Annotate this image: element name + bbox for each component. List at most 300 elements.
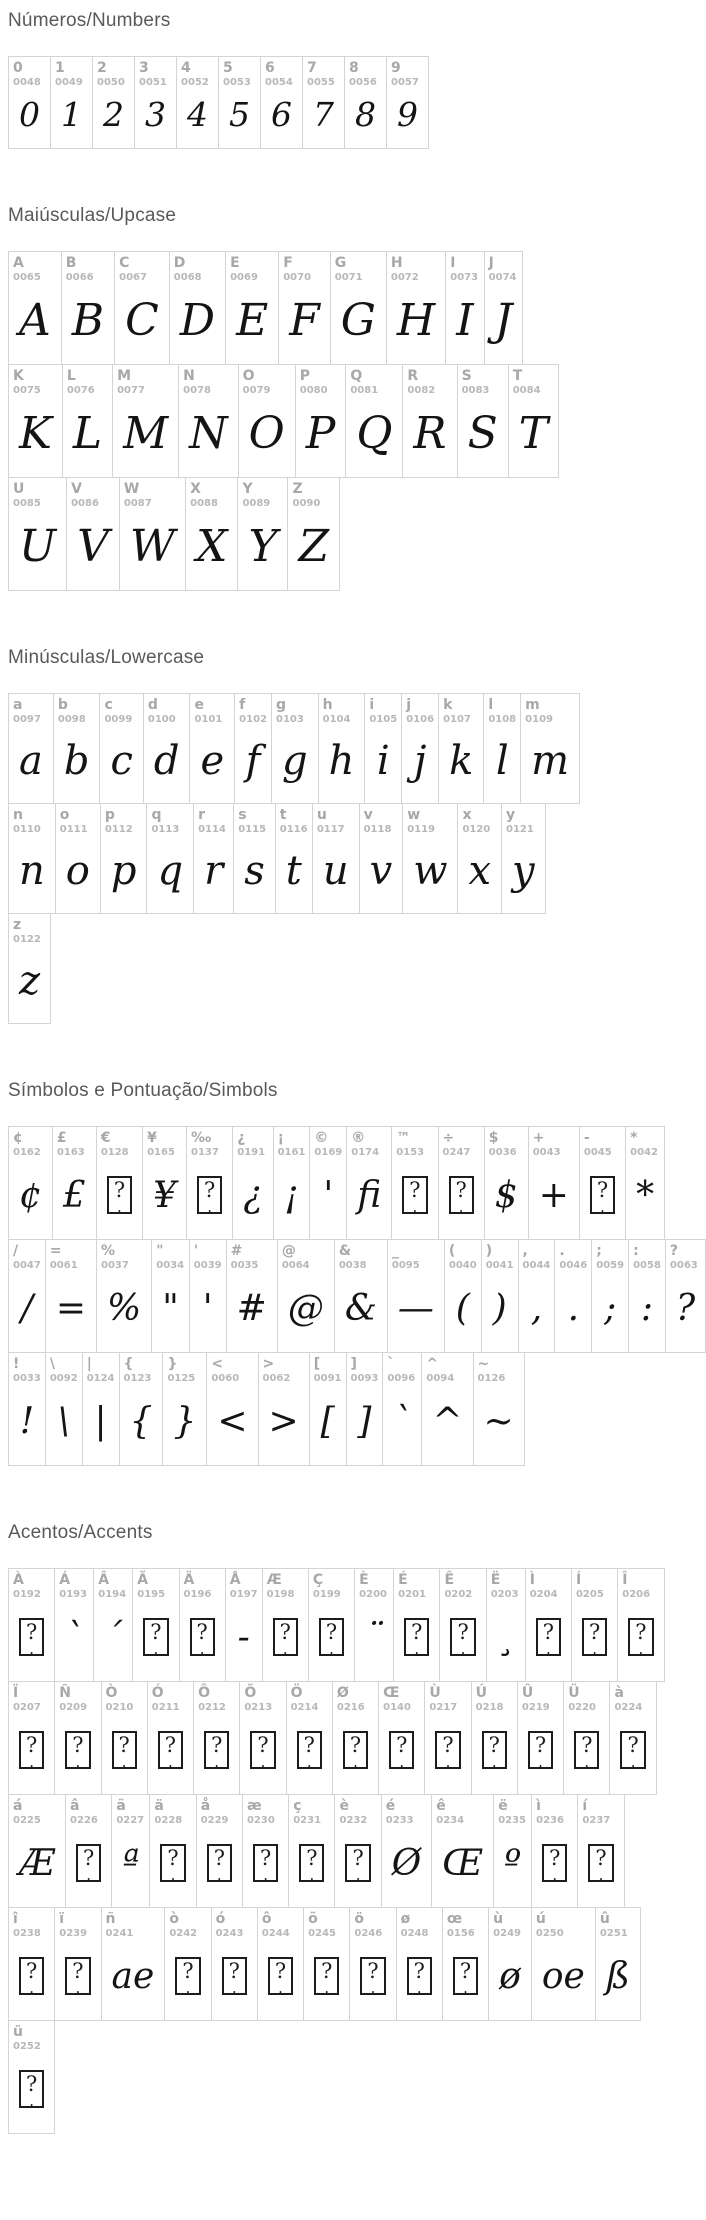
- glyph-cell-header: [240, 1682, 285, 1714]
- glyph-cell-header: [555, 1240, 591, 1272]
- glyph-area: [258, 1940, 303, 2020]
- glyph-cell: [101, 1681, 148, 1795]
- unicode-code-label: 0070: [283, 272, 312, 284]
- glyph-row: [8, 477, 340, 591]
- unicode-code-label: 0119: [407, 824, 436, 836]
- character-label: l: [488, 697, 494, 714]
- glyph-cell-header: [502, 804, 545, 836]
- missing-glyph-notdef-box: ? .: [19, 1618, 44, 1656]
- missing-glyph-notdef-box: ? .: [250, 1731, 275, 1769]
- character-label: u: [316, 807, 327, 824]
- glyph-cell: [520, 693, 580, 804]
- glyph-area: [9, 2053, 54, 2133]
- glyph: G: [340, 294, 376, 346]
- character-label: Ï: [13, 1685, 19, 1702]
- glyph-cell: [8, 56, 51, 149]
- character-label: V: [71, 481, 82, 498]
- glyph-cell-header: [226, 252, 278, 284]
- character-label: /: [13, 1243, 19, 1260]
- glyph: [: [320, 1400, 335, 1442]
- character-label: _: [391, 1243, 399, 1260]
- character-label: Í: [575, 1572, 582, 1589]
- character-label: Ò: [105, 1685, 118, 1702]
- glyph-area: [532, 1827, 577, 1907]
- section-title-accents: Acentos/Accents: [8, 1522, 153, 1544]
- character-label: }: [167, 1356, 178, 1373]
- glyph-row: [8, 693, 580, 804]
- character-label: ¡: [277, 1130, 284, 1147]
- glyph-cell: [531, 1794, 578, 1908]
- unicode-code-label: 0094: [426, 1373, 455, 1385]
- glyph-area: [526, 1601, 571, 1681]
- glyph-cell-header: [259, 1353, 309, 1385]
- character-label: @: [281, 1243, 296, 1260]
- character-label: A: [13, 255, 24, 272]
- glyph-cell: [334, 1794, 381, 1908]
- unicode-code-label: 0110: [13, 824, 41, 836]
- glyph: c: [110, 737, 133, 784]
- glyph: 5: [229, 95, 250, 135]
- glyph-cell-header: [482, 1240, 518, 1272]
- glyph-area: [610, 1714, 655, 1794]
- glyph-cell-header: [102, 1682, 147, 1714]
- glyph-cell-header: [274, 1127, 310, 1159]
- glyph-cell-header: [180, 1569, 225, 1601]
- unicode-code-label: 0198: [266, 1589, 295, 1601]
- unicode-code-label: 0217: [429, 1702, 458, 1714]
- glyph-area: [144, 726, 190, 803]
- glyph-cell-header: [564, 1682, 609, 1714]
- unicode-code-label: 0043: [532, 1147, 561, 1159]
- glyph-area: [55, 1601, 93, 1681]
- glyph: ¥: [153, 1174, 176, 1216]
- missing-glyph-notdef-box: ? .: [65, 1957, 90, 1995]
- glyph-cell-header: [9, 1353, 45, 1385]
- glyph-cell: [143, 693, 191, 804]
- glyph-cell-header: [9, 804, 55, 836]
- unicode-code-label: 0236: [536, 1815, 564, 1827]
- unicode-code-label: 0209: [59, 1702, 88, 1714]
- unicode-code-label: 0073: [450, 272, 479, 284]
- character-label: z: [13, 917, 22, 934]
- unicode-code-label: 0203: [490, 1589, 519, 1601]
- unicode-code-label: 0068: [173, 272, 202, 284]
- glyph-area: [226, 1601, 262, 1681]
- unicode-code-label: 0239: [59, 1928, 88, 1940]
- glyph-cell-header: [235, 694, 271, 726]
- unicode-code-label: 0090: [292, 498, 321, 510]
- glyph: a: [19, 737, 43, 784]
- glyph-area: [101, 836, 147, 913]
- glyph-area: [9, 1714, 54, 1794]
- glyph-area: [347, 1385, 383, 1465]
- glyph-cell: [233, 803, 276, 914]
- glyph-cell: [132, 1568, 179, 1682]
- glyph-cell: [386, 56, 429, 149]
- glyph-cell-header: [120, 478, 185, 510]
- glyph: -: [237, 1616, 250, 1658]
- character-label: ": [156, 1243, 164, 1260]
- glyph-cell: [332, 1681, 379, 1795]
- glyph-cell: [54, 1907, 101, 2021]
- glyph-area: [440, 1601, 485, 1681]
- glyph-cell-header: [227, 1240, 277, 1272]
- glyph-cell-header: [350, 1908, 395, 1940]
- missing-glyph-notdef-box: ? .: [112, 1731, 137, 1769]
- character-label: ö: [354, 1911, 364, 1928]
- missing-glyph-notdef-box: ? .: [407, 1957, 432, 1995]
- glyph: ¡: [284, 1174, 299, 1216]
- missing-glyph-notdef-box: ? .: [190, 1618, 215, 1656]
- character-label: 7: [307, 60, 317, 76]
- glyph-cell: [346, 1126, 392, 1240]
- unicode-code-label: 0218: [475, 1702, 504, 1714]
- glyph-area: [197, 1827, 242, 1907]
- glyph-cell: [330, 251, 387, 365]
- glyph-cell-header: [572, 1569, 617, 1601]
- glyph-cell: [378, 1681, 425, 1795]
- unicode-code-label: 0174: [351, 1147, 380, 1159]
- unicode-code-label: 0106: [406, 714, 435, 726]
- character-label: è: [339, 1798, 349, 1815]
- glyph-cell: [189, 693, 235, 804]
- unicode-code-label: 0081: [350, 385, 379, 397]
- unicode-code-label: 0097: [13, 714, 41, 726]
- character-label: E: [230, 255, 240, 272]
- unicode-code-label: 0048: [13, 77, 41, 89]
- glyph-cell-header: [272, 694, 318, 726]
- character-label: F: [283, 255, 293, 272]
- unicode-code-label: 0092: [49, 1373, 78, 1385]
- glyph-cell: [54, 1568, 94, 1682]
- glyph-cell-header: [144, 694, 190, 726]
- character-label: m: [525, 697, 540, 714]
- glyph-area: [261, 89, 302, 148]
- unicode-code-label: 0047: [13, 1260, 41, 1272]
- glyph-area: [180, 1601, 225, 1681]
- character-label: ã: [116, 1798, 126, 1815]
- missing-glyph-notdef-box: ? .: [345, 1844, 370, 1882]
- glyph: Y: [248, 520, 278, 572]
- unicode-code-label: 0242: [169, 1928, 198, 1940]
- unicode-code-label: 0049: [55, 77, 83, 89]
- glyph-cell-header: [9, 1240, 45, 1272]
- glyph-cell-header: [143, 1127, 186, 1159]
- glyph-area: [97, 1159, 142, 1239]
- glyph-cell: [431, 1794, 494, 1908]
- character-label: Ã: [137, 1572, 149, 1589]
- unicode-code-label: 0201: [398, 1589, 427, 1601]
- unicode-code-label: 0193: [59, 1589, 88, 1601]
- glyph: k: [449, 737, 474, 784]
- glyph-cell: [218, 56, 261, 149]
- glyph-cell: [528, 1126, 580, 1240]
- unicode-code-label: 0078: [183, 385, 211, 397]
- glyph-cell: [226, 1239, 278, 1353]
- unicode-code-label: 0216: [336, 1702, 365, 1714]
- glyph-cell: [185, 477, 238, 591]
- glyph-cell: [354, 1568, 394, 1682]
- glyph-area: [67, 510, 119, 590]
- character-label: #: [230, 1243, 243, 1260]
- glyph-cell-header: [303, 57, 344, 89]
- glyph-cell: [381, 1794, 433, 1908]
- glyph-area: [485, 284, 523, 364]
- glyph-cell: [101, 1907, 166, 2021]
- glyph-area: [276, 836, 312, 913]
- glyph-cell-header: [397, 1908, 442, 1940]
- glyph-cell-header: [445, 1240, 481, 1272]
- unicode-code-label: 0082: [407, 385, 436, 397]
- character-label: L: [66, 368, 76, 385]
- glyph: B: [71, 294, 105, 346]
- glyph-area: [190, 1272, 226, 1352]
- unicode-code-label: 0080: [299, 385, 328, 397]
- glyph: ;: [604, 1287, 617, 1329]
- glyph-area: [93, 89, 134, 148]
- character-label: P: [299, 368, 310, 385]
- glyph-cell-header: [596, 1908, 640, 1940]
- glyph: ): [492, 1287, 507, 1329]
- unicode-code-label: 0213: [244, 1702, 273, 1714]
- section-uppercase: [8, 205, 661, 591]
- glyph-cell: [179, 1568, 226, 1682]
- character-label: q: [151, 807, 162, 824]
- glyph-area: [303, 89, 344, 148]
- glyph-cell: [531, 1907, 596, 2021]
- unicode-code-label: 0137: [190, 1147, 219, 1159]
- glyph-area: [432, 1827, 493, 1907]
- glyph-cell-header: [458, 365, 508, 397]
- glyph-cell: [609, 1681, 656, 1795]
- missing-glyph-notdef-box: ? .: [482, 1731, 507, 1769]
- glyph: L: [72, 407, 103, 459]
- glyph-area: [484, 726, 520, 803]
- glyph-area: [9, 1601, 54, 1681]
- missing-glyph-notdef-box: ? .: [402, 1176, 427, 1214]
- glyph: :: [640, 1287, 654, 1329]
- glyph: 3: [145, 95, 166, 135]
- unicode-code-label: 0075: [13, 385, 41, 397]
- glyph: =: [55, 1287, 87, 1329]
- glyph-cell: [82, 1352, 120, 1466]
- glyph-cell-header: [347, 1127, 391, 1159]
- glyph-cell-header: [186, 478, 237, 510]
- glyph-cell-header: [446, 252, 483, 284]
- glyph-area: [532, 1940, 595, 2020]
- glyph: 4: [187, 95, 208, 135]
- character-label: ‰: [190, 1130, 212, 1147]
- glyph: t: [285, 847, 302, 894]
- glyph-area: [102, 1714, 147, 1794]
- character-label: œ: [446, 1911, 463, 1928]
- missing-glyph-notdef-box: ? .: [76, 1844, 101, 1882]
- glyph-area: [194, 1714, 239, 1794]
- glyph-cell-header: [9, 252, 61, 284]
- glyph: r: [204, 847, 224, 894]
- unicode-code-label: 0197: [229, 1589, 258, 1601]
- glyph-cell-header: [494, 1795, 531, 1827]
- character-label: t: [279, 807, 287, 824]
- unicode-code-label: 0061: [49, 1260, 78, 1272]
- character-label: *: [630, 1130, 638, 1147]
- glyph-row: [8, 1794, 625, 1908]
- glyph-area: [388, 1272, 444, 1352]
- glyph-cell-header: [234, 804, 275, 836]
- character-label: d: [147, 697, 158, 714]
- glyph-cell-header: [9, 694, 53, 726]
- missing-glyph-notdef-box: ? .: [449, 1176, 474, 1214]
- unicode-code-label: 0234: [436, 1815, 465, 1827]
- glyph-cell-header: [226, 1569, 262, 1601]
- glyph-area: [9, 1159, 52, 1239]
- glyph: 2: [103, 95, 124, 135]
- glyph-row: [8, 913, 51, 1024]
- glyph: |: [94, 1400, 107, 1442]
- glyph: ]: [357, 1400, 372, 1442]
- unicode-code-label: 0065: [13, 272, 41, 284]
- glyph-area: [177, 89, 218, 148]
- missing-glyph-notdef-box: ? .: [628, 1618, 653, 1656]
- unicode-code-label: 0085: [13, 498, 41, 510]
- glyph-table-lowercase: [8, 693, 580, 1024]
- glyph-cell: [484, 251, 524, 365]
- glyph-cell: [445, 251, 484, 365]
- unicode-code-label: 0156: [446, 1928, 475, 1940]
- glyph: C: [125, 294, 159, 346]
- missing-glyph-notdef-box: ? .: [542, 1844, 567, 1882]
- glyph: Q: [356, 407, 393, 459]
- character-label: Œ: [383, 1685, 400, 1702]
- character-label: >: [262, 1356, 275, 1373]
- missing-glyph-notdef-box: ? .: [343, 1731, 368, 1769]
- glyph: p: [110, 847, 137, 894]
- glyph-area: [9, 284, 61, 364]
- character-label: 1: [55, 60, 65, 76]
- glyph-cell: [563, 1681, 610, 1795]
- character-label: ^: [426, 1356, 439, 1373]
- unicode-code-label: 0207: [13, 1702, 41, 1714]
- unicode-code-label: 0214: [290, 1702, 319, 1714]
- unicode-code-label: 0116: [279, 824, 308, 836]
- unicode-code-label: 0052: [181, 77, 209, 89]
- glyph: S: [467, 407, 498, 459]
- glyph-area: [9, 1272, 45, 1352]
- glyph-area: [347, 1159, 391, 1239]
- character-label: `: [387, 1356, 395, 1373]
- unicode-code-label: 0114: [198, 824, 226, 836]
- glyph-cell: [401, 693, 439, 804]
- character-label: H: [390, 255, 403, 272]
- glyph-area: [186, 510, 237, 590]
- glyph-area: [62, 284, 114, 364]
- character-label: 4: [181, 60, 191, 76]
- character-label: ;: [596, 1243, 602, 1260]
- glyph-cell: [50, 56, 93, 149]
- glyph-area: [489, 1940, 531, 2020]
- glyph-area: [163, 1385, 206, 1465]
- character-label: 8: [349, 60, 359, 76]
- glyph-area: [287, 1714, 332, 1794]
- unicode-code-label: 0245: [308, 1928, 336, 1940]
- unicode-code-label: 0071: [334, 272, 363, 284]
- unicode-code-label: 0108: [488, 714, 517, 726]
- character-label: õ: [308, 1911, 318, 1928]
- character-label: ©: [314, 1130, 329, 1147]
- glyph-cell-header: [239, 365, 295, 397]
- glyph-cell: [238, 364, 296, 478]
- unicode-code-label: 0055: [307, 77, 335, 89]
- glyph-area: [345, 89, 386, 148]
- glyph-cell: [387, 1239, 445, 1353]
- glyph-cell: [518, 1239, 556, 1353]
- unicode-code-label: 0111: [59, 824, 88, 836]
- unicode-code-label: 0050: [97, 77, 125, 89]
- character-label: e: [194, 697, 204, 714]
- glyph-cell: [260, 56, 303, 149]
- glyph-area: [187, 1159, 232, 1239]
- glyph: .: [567, 1287, 580, 1329]
- glyph: m: [531, 737, 570, 784]
- missing-glyph-notdef-box: ? .: [65, 1731, 90, 1769]
- glyph-area: [115, 284, 169, 364]
- unicode-code-label: 0246: [354, 1928, 383, 1940]
- glyph-cell-header: [66, 1795, 111, 1827]
- unicode-code-label: 0227: [116, 1815, 145, 1827]
- character-label: c: [104, 697, 113, 714]
- unicode-code-label: 0054: [265, 77, 293, 89]
- unicode-code-label: 0117: [316, 824, 345, 836]
- glyph-cell-header: [279, 252, 330, 284]
- glyph: O: [248, 407, 285, 459]
- glyph-cell: [8, 251, 62, 365]
- glyph-area: [165, 1940, 210, 2020]
- glyph-cell: [628, 1239, 666, 1353]
- glyph-cell-header: [207, 1353, 257, 1385]
- character-label: j: [406, 697, 412, 714]
- glyph-cell-header: [9, 365, 62, 397]
- glyph-area: [46, 1385, 82, 1465]
- glyph-cell-header: [346, 365, 402, 397]
- glyph-row: [8, 1681, 657, 1795]
- missing-glyph-notdef-box: ? .: [450, 1618, 475, 1656]
- glyph-cell-header: [148, 1682, 193, 1714]
- glyph-cell: [617, 1568, 664, 1682]
- glyph-area: [56, 836, 100, 913]
- character-label: ø: [400, 1911, 411, 1928]
- character-label: o: [59, 807, 70, 824]
- glyph-row: [8, 1239, 706, 1353]
- glyph-area: [263, 1601, 308, 1681]
- character-label: ,: [522, 1243, 528, 1260]
- glyph-cell: [92, 56, 135, 149]
- glyph-row: [8, 1568, 665, 1682]
- glyph-cell: [54, 1681, 101, 1795]
- glyph-cell: [119, 477, 186, 591]
- glyph-cell-header: [83, 1353, 119, 1385]
- glyph-area: [350, 1940, 395, 2020]
- glyph: Œ: [442, 1842, 484, 1884]
- unicode-code-label: 0033: [13, 1373, 41, 1385]
- glyph-area: [397, 1940, 442, 2020]
- glyph-cell-header: [212, 1908, 257, 1940]
- glyph-cell: [275, 803, 313, 914]
- section-accents: [8, 1522, 661, 2134]
- unicode-code-label: 0074: [488, 272, 517, 284]
- glyph-cell: [364, 693, 402, 804]
- glyph-area: [529, 1159, 579, 1239]
- glyph-cell: [295, 364, 347, 478]
